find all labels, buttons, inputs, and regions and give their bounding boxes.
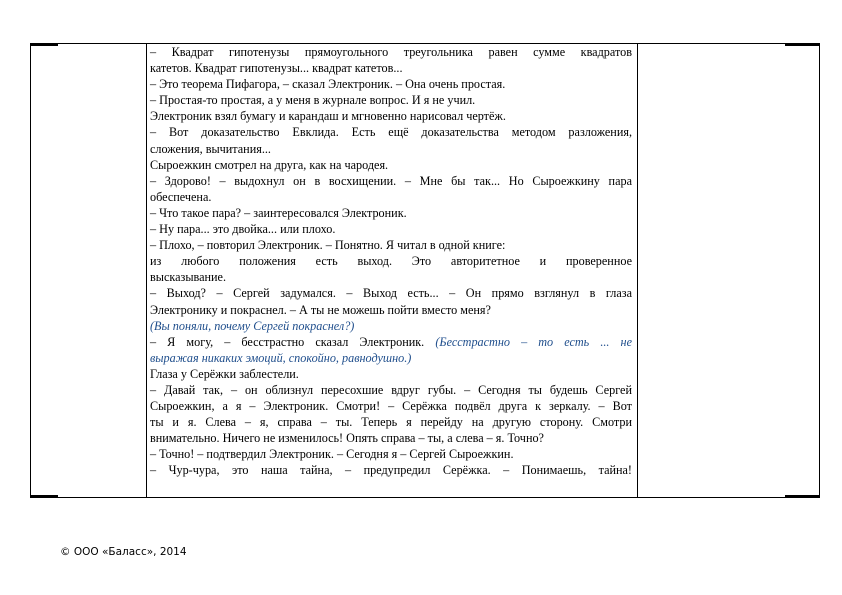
- text-line: Электронику и покраснел. – А ты не можешь пойти вместо меня?: [150, 302, 491, 317]
- text-line: ты и я. Слева – я, справа – ты. Теперь я перейду на другую сторону. Смотри: [150, 415, 632, 430]
- text-line: из любого положения есть выход. Это авторитетное и проверенное: [150, 254, 632, 269]
- text-line: катетов. Квадрат гипотенузы... квадрат катетов...: [150, 61, 403, 76]
- text-line: – Плохо, – повторил Электроник. – Понятно. Я читал в одной книге:: [150, 238, 506, 253]
- story-text-cell: [150, 44, 632, 479]
- text-line: Электроник взял бумагу и карандаш и мгновенно нарисовал чертёж.: [150, 109, 506, 124]
- explanation-note-cont: выражая никаких эмоций, спокойно, равнодушно.): [150, 350, 412, 365]
- text-line: – Ну пара... это двойка... или плохо.: [150, 222, 336, 237]
- text-line: – Это теорема Пифагора, – сказал Электроник. – Она очень простая.: [150, 77, 506, 92]
- text-line-plain: – Я могу, – бесстрастно сказал Электроник.: [150, 334, 436, 349]
- text-line-mixed: [150, 334, 632, 350]
- text-line: – Чур-чура, это наша тайна, – предупредил Серёжка. – Понимаешь, тайна!: [150, 463, 632, 478]
- text-line: Сыроежкин смотрел на друга, как на чародея.: [150, 157, 389, 172]
- teacher-question-note: (Вы поняли, почему Сергей покраснел?): [150, 318, 355, 333]
- text-line: высказывание.: [150, 270, 227, 285]
- explanation-note: (Бесстрастно – то есть ... не: [435, 334, 632, 349]
- text-line: Сыроежкин, а я – Электроник. Смотри! – Серёжка подвёл друга к зеркалу. – Вот: [150, 399, 632, 414]
- text-line: – Выход? – Сергей задумался. – Выход есть... – Он прямо взглянул в глаза: [150, 286, 632, 301]
- text-line: – Вот доказательство Евклида. Есть ещё доказательства методом разложения,: [150, 125, 632, 140]
- copyright-footer: © ООО «Баласс», 2014: [60, 546, 187, 558]
- table-column-divider: [637, 44, 638, 497]
- table-border-left: [30, 44, 31, 497]
- table-corner-mark: [785, 43, 820, 46]
- text-line: внимательно. Ничего не изменилось! Опять справа – ты, а слева – я. Точно?: [150, 431, 544, 446]
- table-border-right: [819, 44, 820, 497]
- text-line: сложения, вычитания...: [150, 141, 271, 156]
- table-corner-mark: [30, 495, 58, 498]
- text-line: – Квадрат гипотенузы прямоугольного треугольника равен сумме квадратов: [150, 45, 632, 59]
- text-line: – Простая-то простая, а у меня в журнале вопрос. И я не учил.: [150, 93, 476, 108]
- text-line: обеспечена.: [150, 189, 212, 204]
- text-line: Глаза у Серёжки заблестели.: [150, 366, 299, 381]
- text-line: – Что такое пара? – заинтересовался Электроник.: [150, 205, 407, 220]
- text-line: – Давай так, – он облизнул пересохшие вдруг губы. – Сегодня ты будешь Сергей: [150, 382, 632, 397]
- table-corner-mark: [30, 43, 58, 46]
- table-column-divider: [146, 44, 147, 497]
- text-line: – Здорово! – выдохнул он в восхищении. – Мне бы так... Но Сыроежкину пара: [150, 173, 632, 188]
- text-line: – Точно! – подтвердил Электроник. – Сегодня я – Сергей Сыроежкин.: [150, 447, 514, 462]
- table-corner-mark: [785, 495, 820, 498]
